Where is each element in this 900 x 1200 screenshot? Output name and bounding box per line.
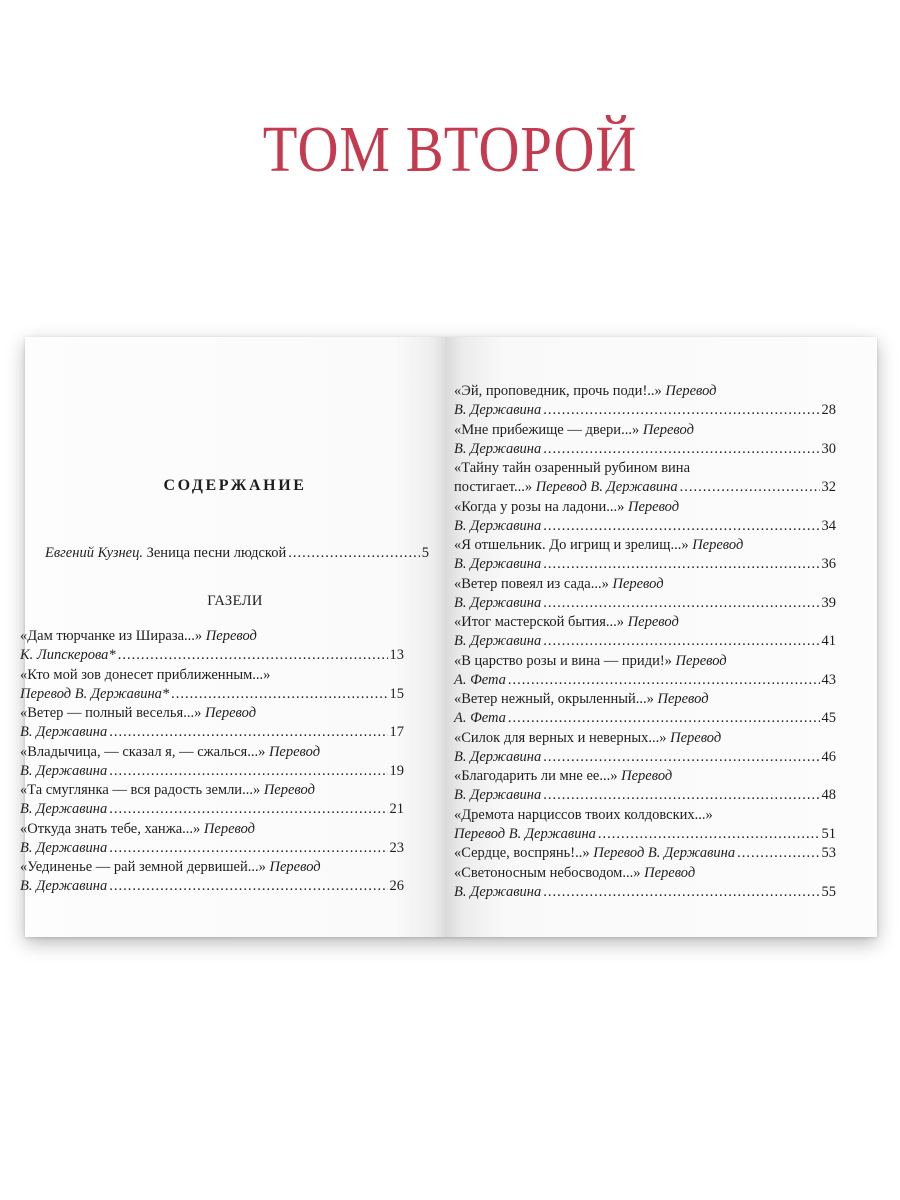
leader-dots [543,517,819,536]
entry-page-line [454,709,836,728]
page-number: 15 [389,685,404,702]
entry-page-line [454,748,836,767]
entry-translator: Перевод [202,628,257,644]
toc-entry [454,498,836,536]
volume-heading: ТОМ ВТОРОЙ [262,113,638,186]
toc-entry [20,858,404,896]
entry-translator: Перевод [265,743,321,760]
toc-intro-title: Зеница песни людской [142,545,287,561]
toc-entry [454,421,836,459]
leader-dots [288,544,420,563]
entry-translator: Перевод В. Державина [589,845,736,861]
entry-translator: Перевод [666,729,722,746]
toc-entry [454,575,836,613]
toc-entry [454,767,836,805]
entry-translator: А. Фета [454,671,506,688]
leader-dots [118,646,388,665]
entry-page-line [454,478,836,497]
entry-title: «Силок для верных и неверных...» [454,729,667,746]
leader-dots [543,748,819,767]
entry-title-line [454,459,836,478]
entry-title: «Светоносным небосводом...» [454,864,641,881]
toc-entry [20,704,404,742]
page-number: 53 [821,845,836,861]
entry-page-line [20,685,404,704]
entry-page-line [454,844,836,863]
entry-title-line [454,421,836,440]
entry-translator: В. Державина [454,517,542,534]
entry-page-line [454,786,836,805]
toc-title: СОДЕРЖАНИЕ [163,477,307,494]
entry-title: постигает...» [454,479,533,495]
page-number: 28 [821,402,836,418]
leader-dots [543,632,819,651]
entry-title-line [454,767,836,786]
entry-title-line [454,806,836,825]
toc-entry [454,864,836,902]
toc-entry [454,844,836,863]
page-number: 21 [389,801,404,817]
page-number: 48 [821,787,836,803]
leader-dots [543,883,819,902]
entry-translator: Перевод В. Державина* [20,685,170,702]
toc-entry [20,781,404,819]
entry-translator: Перевод [624,498,680,515]
entry-translator: Перевод [688,537,744,553]
section-heading: ГАЗЕЛИ [207,593,263,609]
entry-translator: Перевод [639,421,694,438]
entry-title-line [454,575,836,594]
entry-title-line [20,781,404,800]
entry-title: «Когда у розы на ладони...» [454,498,625,515]
entry-translator: Перевод [653,691,709,707]
entry-page-line [454,825,836,844]
entry-page-line [20,839,404,858]
leader-dots [543,786,819,805]
entry-title: «Благодарить ли мне ее...» [454,768,618,784]
page-number: 41 [821,633,836,649]
entry-page-line [454,401,836,420]
entry-translator: Перевод [661,383,717,399]
entry-translator: Перевод [624,614,679,630]
entry-translator: Перевод [200,820,255,837]
entry-translator: Перевод В. Державина [532,479,678,495]
leader-dots [543,594,819,613]
entry-title-line [20,743,404,762]
entry-translator: В. Державина [454,633,542,649]
toc-entry [20,743,404,781]
entry-title-line [454,613,836,632]
leader-dots [109,877,387,896]
page-number: 30 [821,440,836,457]
entry-page-line [20,877,404,896]
leader-dots [109,762,387,781]
toc-entry [454,729,836,767]
entry-page-line [454,632,836,651]
page-number: 34 [821,517,836,534]
page-number: 43 [821,671,836,688]
entry-translator: В. Державина [454,748,542,765]
toc-entry [20,627,404,665]
leader-dots [109,839,387,858]
entry-page-line [20,646,404,665]
entry-title: «Откуда знать тебе, ханжа...» [20,820,201,837]
entry-translator: В. Державина [454,440,542,457]
entry-page-line [454,883,836,902]
entry-page-line [454,440,836,459]
toc-entry [454,652,836,690]
entry-title-line [454,690,836,709]
entry-page-line [454,517,836,536]
entry-translator: В. Державина [454,402,542,418]
leader-dots [109,800,387,819]
entry-page-line [454,594,836,613]
entry-translator: В. Державина [20,724,108,740]
toc-intro-entry [45,544,429,563]
leader-dots [737,844,819,863]
leader-dots [680,478,820,497]
entry-title: «Та смуглянка — вся радость земли...» [20,782,261,798]
entry-title-line [454,652,836,671]
entry-title-line [20,704,404,723]
toc-entry [20,820,404,858]
toc-right-column [454,382,836,902]
toc-entry [20,666,404,704]
toc-entry [454,613,836,651]
entry-title: «Ветер — полный веселья...» [20,705,202,721]
page-number: 39 [821,594,836,611]
leader-dots [543,555,819,574]
entry-title: «Эй, проповедник, прочь поди!..» [454,383,662,399]
page-number: 5 [421,545,429,561]
toc-left-column [20,627,404,897]
leader-dots [508,709,820,728]
entry-translator: В. Державина [454,594,542,611]
entry-page-line [454,671,836,690]
entry-translator: В. Державина [20,839,108,856]
entry-title: «Тайну тайн озаренный рубином вина [454,460,691,476]
entry-title: «Итог мастерской бытия...» [454,614,625,630]
leader-dots [598,825,820,844]
entry-translator: Перевод [671,652,727,669]
entry-translator: К. Липскерова* [20,647,116,663]
entry-title-line [20,858,404,877]
entry-title-line [20,627,404,646]
leader-dots [543,401,819,420]
page-number: 46 [821,748,836,765]
leader-dots [171,685,387,704]
toc-intro-author: Евгений Кузнец. [45,545,143,561]
entry-page-line [20,723,404,742]
page-number: 13 [389,647,404,663]
page-number: 51 [821,825,836,842]
entry-title: «Ветер повеял из сада...» [454,575,609,592]
entry-translator: В. Державина [454,883,542,900]
entry-translator: Перевод [640,864,696,881]
page-number: 23 [389,839,404,856]
entry-translator: В. Державина [20,762,108,779]
leader-dots [109,723,387,742]
page-number: 17 [389,724,404,740]
toc-entry [454,806,836,844]
entry-title: «Ветер нежный, окрыленный...» [454,691,654,707]
entry-title-line [454,864,836,883]
entry-translator: В. Державина [454,556,542,572]
toc-entry [454,382,836,420]
entry-translator: Перевод [201,705,257,721]
entry-title: «Владычица, — сказал я, — сжалься...» [20,743,266,760]
entry-page-line [20,762,404,781]
leader-dots [508,671,820,690]
entry-title-line [454,729,836,748]
page-number: 26 [389,878,404,894]
entry-title-line [454,498,836,517]
page-number: 55 [821,883,836,900]
entry-translator: В. Державина [454,787,542,803]
entry-translator: В. Державина [20,878,108,894]
entry-title: «Уединенье — рай земной дервишей...» [20,859,266,875]
entry-title: «В царство розы и вина — приди!» [454,652,672,669]
toc-entry [454,459,836,497]
page-number: 36 [821,556,836,572]
entry-translator: Перевод [608,575,664,592]
entry-translator: А. Фета [454,710,506,726]
page-number: 32 [821,479,836,495]
entry-translator: Перевод В. Державина [454,825,596,842]
toc-entry [454,536,836,574]
entry-translator: Перевод [617,768,673,784]
toc-entry [454,690,836,728]
entry-page-line [20,800,404,819]
entry-translator: В. Державина [20,801,108,817]
entry-title-line [454,382,836,401]
entry-title: «Я отшельник. До игрищ и зрелищ...» [454,537,689,553]
entry-title: «Дам тюрчанке из Шираза...» [20,628,203,644]
page-number: 19 [389,762,404,779]
entry-title: «Сердце, воспрянь!..» [454,845,590,861]
page-number: 45 [821,710,836,726]
leader-dots [543,440,819,459]
entry-translator: Перевод [260,782,315,798]
entry-translator: Перевод [265,859,321,875]
entry-title-line [20,820,404,839]
entry-title-line [20,666,404,685]
entry-title: «Кто мой зов донесет приближенным...» [20,666,271,683]
entry-title: «Мне прибежище — двери...» [454,421,640,438]
entry-title: «Дремота нарциссов твоих колдовских...» [454,806,713,823]
entry-page-line [454,555,836,574]
entry-title-line [454,536,836,555]
